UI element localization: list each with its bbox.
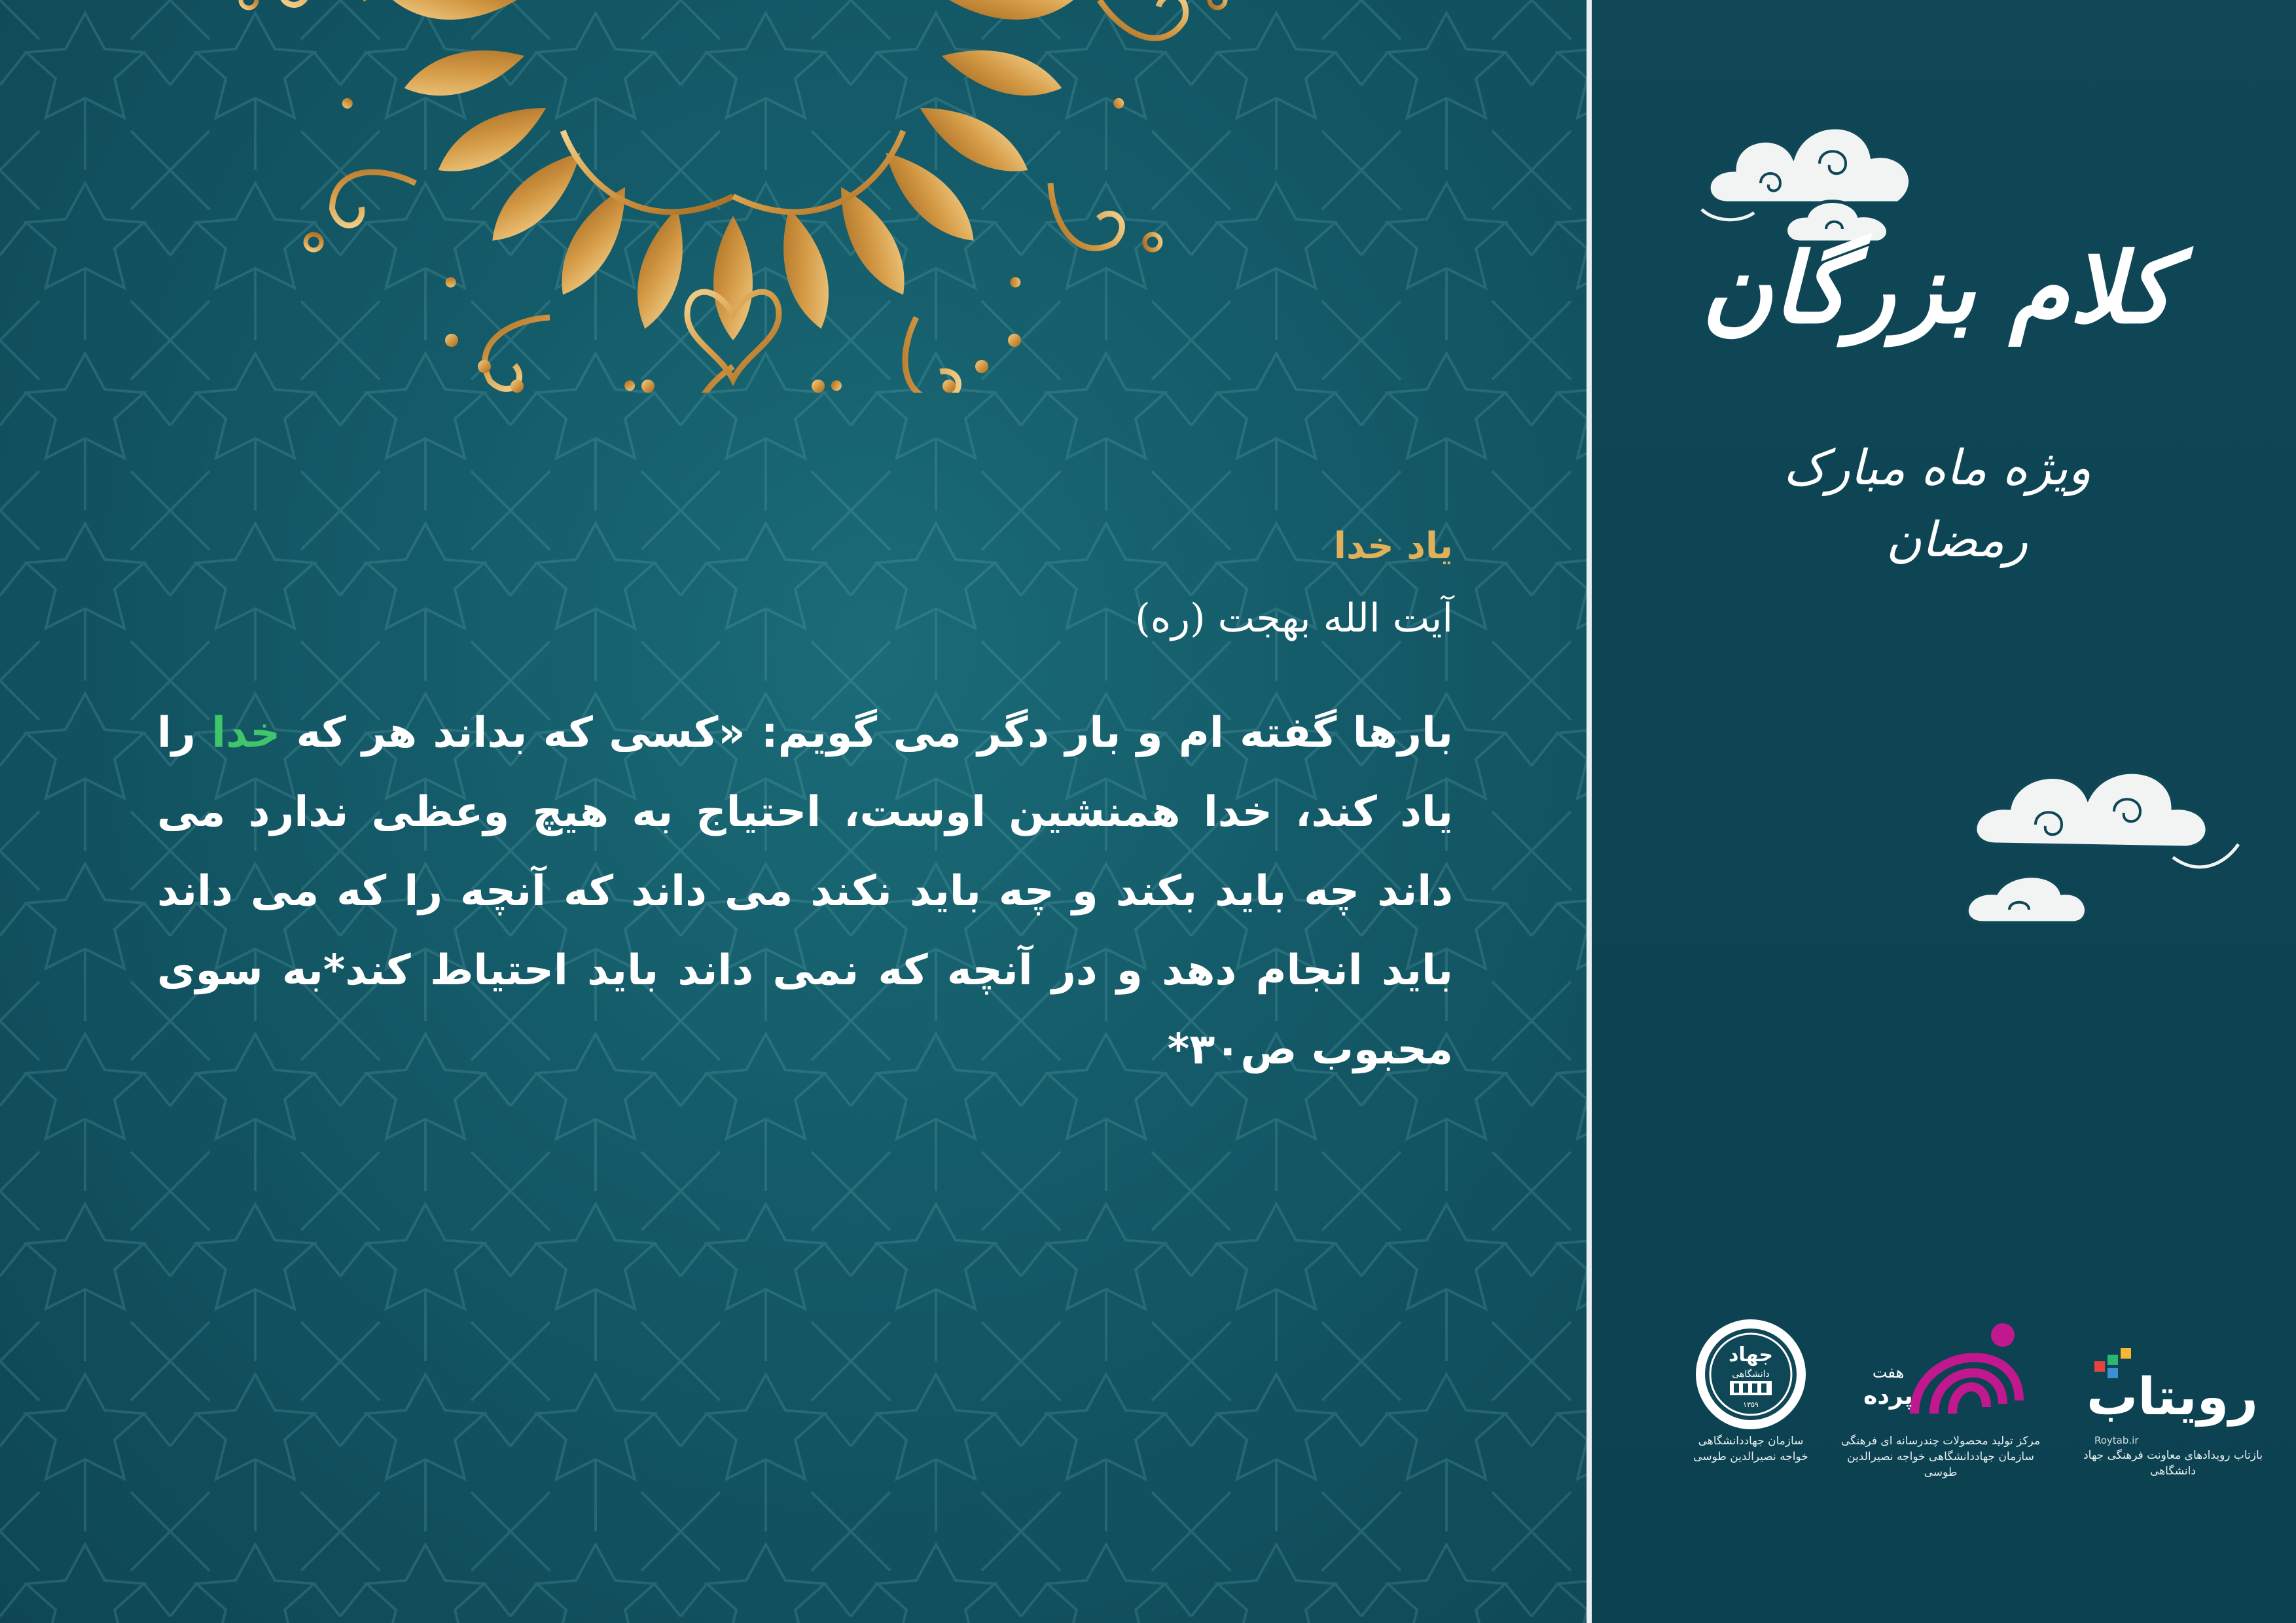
decorative-cloud-icon <box>1957 746 2245 942</box>
haft-pardeh-logo <box>1833 1309 2049 1480</box>
quote-content <box>157 491 1453 1090</box>
panel-divider <box>1587 0 1592 1623</box>
haft-pardeh-name-bottom: پرده <box>1863 1383 1913 1410</box>
jahad-emblem-year: ۱۳۵۹ <box>1743 1400 1759 1409</box>
quote-text-part2: را یاد کند، خدا همنشین اوست، احتیاج به هیچ وعظی ندارد می داند چه باید بکند و چه باید نکند می داند که آنچه را که می داند باید انجام دهد و در آنچه که نمی داند باید احتیاط کند*به سوی محبوب ص۳۰* <box>157 709 1453 1074</box>
quote-text-part1: بارها گفته ام و بار دگر می گویم: «کسی که بداند هر که <box>280 709 1454 757</box>
gold-mandala-ornament <box>196 0 1270 393</box>
jahad-emblem-text: جهاد <box>1728 1344 1774 1366</box>
haft-pardeh-caption-line1: مرکز تولید محصولات چندرسانه ای فرهنگی <box>1840 1435 2041 1448</box>
roytab-caption: بازتاب رویدادهای معاونت فرهنگی جهاد دانشگاهی <box>2083 1449 2263 1478</box>
page-subtitle: ویژه ماه مبارک <box>1783 440 2092 496</box>
jahad-emblem-icon <box>1692 1315 1810 1433</box>
roytab-url: Roytab.ir <box>2094 1435 2139 1446</box>
jahad-caption-line1: سازمان جهاددانشگاهی <box>1698 1435 1804 1448</box>
quote-text-highlight: خدا <box>211 709 281 757</box>
quote-topic: یاد خدا <box>1333 525 1453 567</box>
haft-pardeh-emblem-icon <box>1842 1309 2039 1433</box>
roytab-name: رویتاب <box>2086 1368 2258 1427</box>
roytab-logo <box>2081 1348 2265 1479</box>
jahad-logo <box>1669 1315 1833 1465</box>
title-block <box>1689 223 2186 576</box>
quote-text <box>157 694 1453 1090</box>
jahad-emblem-subtext: دانشگاهی <box>1732 1369 1770 1380</box>
roytab-wordmark <box>2081 1348 2265 1433</box>
haft-pardeh-caption-line2: سازمان جهاددانشگاهی خواجه نصیرالدین طوسی <box>1847 1450 2034 1479</box>
haft-pardeh-name-top: هفت <box>1872 1363 1905 1382</box>
page-title: کلام بزرگان <box>1701 231 2174 345</box>
quote-author: آیت الله بهجت (ره) <box>1135 596 1453 641</box>
jahad-caption-line2: خواجه نصیرالدین طوسی <box>1693 1450 1808 1463</box>
page-subtitle-line2: رمضان <box>1886 512 2028 568</box>
